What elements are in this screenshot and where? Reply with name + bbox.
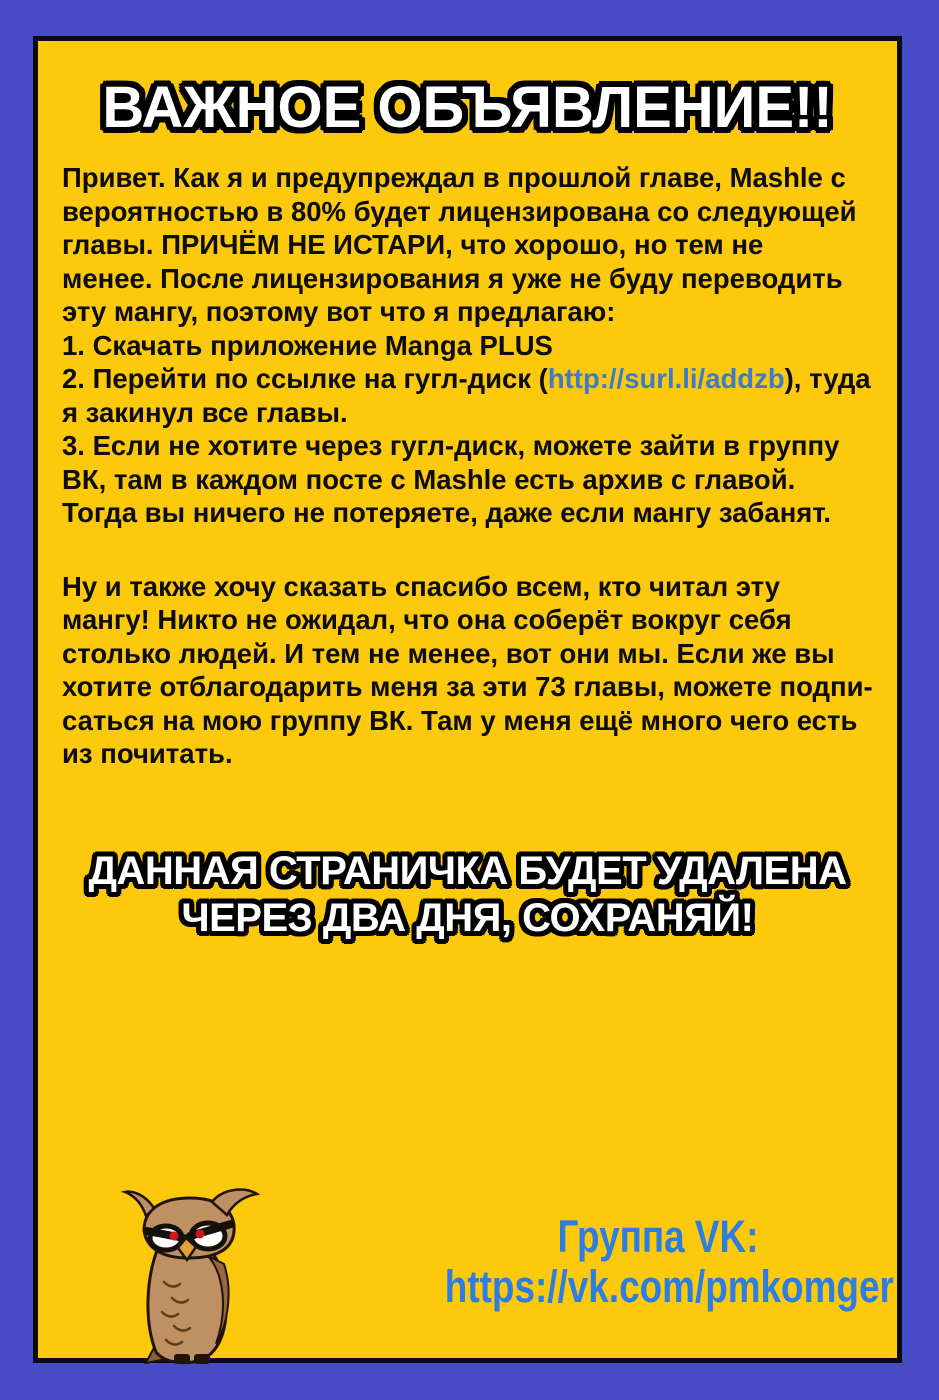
body-line: я закинул все главы.	[62, 396, 348, 428]
body-line: менее. После лицензирования я уже не буду переводить	[62, 262, 843, 294]
link-line-after: ), туда	[784, 363, 871, 394]
body-line: из почитать.	[62, 738, 233, 769]
body-line: саться на мою группу ВК. Там у меня ещё много чего есть	[62, 704, 858, 736]
angry-owl-icon	[120, 1186, 260, 1366]
vk-group-link[interactable]: https://vk.com/pmkomger	[444, 1261, 894, 1312]
body-line: Ну и также хочу сказать спасибо всем, кто читал эту	[62, 570, 781, 602]
page-title: ВАЖНОЕ ОБЪЯВЛЕНИЕ!!	[102, 75, 833, 140]
body-line: 1. Скачать приложение Manga PLUS	[62, 329, 553, 361]
google-drive-link[interactable]: http://surl.li/addzb	[547, 363, 785, 394]
vk-group-label: Группа VK:	[557, 1211, 759, 1262]
warning-line: ЧЕРЕЗ ДВА ДНЯ, СОХРАНЯЙ!	[181, 895, 754, 940]
link-line-before: 2. Перейти по ссылке на гугл-диск (	[62, 363, 548, 394]
body-line: вероятностью в 80% будет лицензирована со следующей	[62, 195, 857, 227]
body-line: Тогда вы ничего не потеряете, даже если мангу забанят.	[62, 497, 832, 528]
body-line: ВК, там в каждом посте с Mashle есть архив с главой.	[62, 463, 796, 495]
body-line: хотите отблагодарить меня за эти 73 главы, можете подпи-	[62, 671, 873, 702]
deletion-warning-heading	[38, 848, 897, 942]
body-line: 3. Если не хотите через гугл-диск, можете зайти в группу	[62, 430, 840, 461]
body-line-with-link	[62, 362, 897, 396]
body-line: столько людей. И тем не менее, вот они мы. Если же вы	[62, 637, 835, 669]
body-line: главы. ПРИЧЁМ НЕ ИСТАРИ, что хорошо, но тем не	[62, 229, 764, 260]
announcement-page	[33, 36, 902, 1363]
vk-footer	[398, 1212, 918, 1312]
body-text	[38, 161, 897, 771]
paragraph-gap	[62, 530, 897, 570]
body-line: эту мангу, поэтому вот что я предлагаю:	[62, 296, 616, 327]
body-line: мангу! Никто не ожидал, что она соберёт вокруг себя	[62, 604, 792, 635]
body-line: Привет. Как я и предупреждал в прошлой главе, Mashle с	[62, 162, 846, 193]
warning-line: ДАННАЯ СТРАНИЧКА БУДЕТ УДАЛЕНА	[88, 848, 847, 893]
